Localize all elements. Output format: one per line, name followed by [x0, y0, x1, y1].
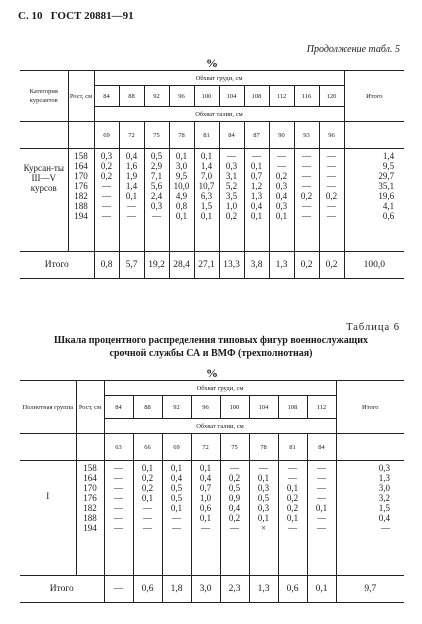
table-title: Шкала процентного распределения типовых фигур военнослужащих срочной службы СА и ВМФ (трехполнотная) — [54, 335, 368, 359]
chest-value: 116 — [294, 86, 319, 107]
cadet-group-label: Курсан-ты III—V курсов — [20, 149, 68, 252]
data-column: 0,1 0,4 0,7 1,0 0,6 0,1 — — [191, 461, 220, 576]
data-column: 0,1 0,4 0,5 0,5 0,1 — — — [162, 461, 191, 576]
chest-value: 100 — [194, 86, 219, 107]
waist-value: 81 — [194, 122, 219, 149]
column-total: 0,8 — [94, 252, 119, 279]
column-total: 1,8 — [162, 576, 191, 603]
data-column: 0,1 1,4 7,0 10,7 6,3 1,5 0,1 — [194, 149, 219, 252]
height-list: 158 164 170 176 182 188 194 — [68, 149, 94, 252]
data-column: — — 0,1 0,2 0,2 0,1 — — [278, 461, 307, 576]
chest-value: 108 — [278, 396, 307, 419]
standard-number: ГОСТ 20881—91 — [50, 10, 134, 22]
grand-total: 100,0 — [344, 252, 404, 279]
chest-value: 88 — [119, 86, 144, 107]
fullness-group-label: I — [20, 461, 76, 576]
waist-value: 87 — [244, 122, 269, 149]
row-totals: 0,3 1,3 3,0 3,2 1,5 0,4 — — [336, 461, 404, 576]
percent-sign: % — [206, 366, 218, 380]
column-total: 2,3 — [220, 576, 249, 603]
chest-header: Обхват груди, см — [104, 381, 336, 396]
chest-value: 96 — [169, 86, 194, 107]
waist-value: 69 — [162, 434, 191, 461]
data-column: — — — — 0,2 — — — [325, 151, 338, 221]
grand-total: 9,7 — [336, 576, 404, 603]
waist-header: Обхват талии, см — [104, 419, 336, 434]
chest-value: 112 — [269, 86, 294, 107]
continuation-note: Продолжение табл. 5 — [306, 44, 400, 55]
data-column: — 0,1 0,3 0,5 0,3 0,1 × — [249, 461, 278, 576]
waist-value: 78 — [169, 122, 194, 149]
total-label: Итого — [20, 252, 94, 279]
column-total: 13,3 — [219, 252, 244, 279]
data-column: — 0,2 0,5 0,9 0,4 0,2 — — [220, 461, 249, 576]
waist-value: 63 — [104, 434, 133, 461]
waist-value: 78 — [249, 434, 278, 461]
column-total: 5,7 — [119, 252, 144, 279]
column-total: — — [104, 576, 133, 603]
column-total: 0,6 — [133, 576, 162, 603]
height-list: 158 164 170 176 182 188 194 — [76, 461, 104, 576]
column-total: 0,2 — [325, 259, 338, 270]
table-number: Таблица 6 — [346, 322, 400, 333]
total-header: Итого — [336, 381, 404, 434]
column-total: 0,2 — [294, 252, 319, 279]
row-totals: 1,4 9,5 29,7 35,1 19,6 4,1 0,6 — [344, 149, 404, 252]
table-5-continuation — [20, 70, 404, 279]
data-column: — — 0,2 0,3 0,4 0,3 0,1 — [269, 149, 294, 252]
waist-value: 72 — [191, 434, 220, 461]
column-total: 27,1 — [194, 252, 219, 279]
page-number: С. 10 — [18, 10, 43, 22]
waist-value: 72 — [119, 122, 144, 149]
fullness-group-header: Полнотная группа — [20, 381, 76, 434]
column-total: 1,3 — [249, 576, 278, 603]
column-total: 19,2 — [144, 252, 169, 279]
waist-value: 69 — [94, 122, 119, 149]
data-column: 0,4 1,6 1,9 1,4 0,1 — — — [119, 149, 144, 252]
column-total: 28,4 — [169, 252, 194, 279]
total-header: Итого — [344, 71, 404, 122]
chest-header: Обхват груди, см — [94, 71, 344, 86]
chest-value: 108 — [244, 86, 269, 107]
waist-value: 90 — [269, 122, 294, 149]
total-label: Итого — [20, 576, 104, 603]
chest-value: 96 — [191, 396, 220, 419]
data-column: — — — — — — — — [104, 461, 133, 576]
waist-value: 81 — [278, 434, 307, 461]
waist-value: 84 — [307, 434, 336, 461]
height-header: Рост, см — [68, 71, 94, 122]
chest-value: 92 — [144, 86, 169, 107]
chest-value: 92 — [162, 396, 191, 419]
data-column: 0,1 3,0 9,5 10,0 4,9 0,8 0,1 — [169, 149, 194, 252]
data-column: — — — — 0,2 — — — [294, 149, 319, 252]
chest-value: 88 — [133, 396, 162, 419]
category-header: Категория курсантов — [20, 71, 68, 122]
column-total: 0,6 — [278, 576, 307, 603]
column-total: 0,1 — [315, 583, 328, 594]
data-column: 0,1 0,2 0,2 0,1 — — — — [133, 461, 162, 576]
chest-value: 84 — [104, 396, 133, 419]
data-column: — 0,1 0,7 1,2 1,3 0,4 0,1 — [244, 149, 269, 252]
column-total: 1,3 — [269, 252, 294, 279]
percent-sign: % — [206, 56, 218, 70]
column-total: 3,8 — [244, 252, 269, 279]
chest-value: 100 — [220, 396, 249, 419]
height-header: Рост, см — [76, 381, 104, 434]
data-column: 0,3 0,2 0,2 — — — — — [94, 149, 119, 252]
waist-value: 96 — [319, 122, 344, 149]
data-column: 0,5 2,9 7,1 5,6 2,4 0,3 — — [144, 149, 169, 252]
chest-value: 104 — [219, 86, 244, 107]
waist-value: 84 — [219, 122, 244, 149]
chest-value: 104 — [249, 396, 278, 419]
chest-value: 120 — [319, 86, 344, 107]
data-column: — — — — 0,1 — — — [315, 463, 328, 533]
waist-header: Обхват талии, см — [94, 107, 344, 122]
table-6 — [20, 380, 404, 603]
chest-value: 84 — [94, 86, 119, 107]
page-header — [18, 10, 134, 22]
chest-value: 112 — [307, 396, 336, 419]
data-column: — 0,3 3,1 5,2 3,5 1,0 0,2 — [219, 149, 244, 252]
waist-value: 66 — [133, 434, 162, 461]
waist-value: 75 — [220, 434, 249, 461]
waist-value: 75 — [144, 122, 169, 149]
waist-value: 93 — [294, 122, 319, 149]
column-total: 3,0 — [191, 576, 220, 603]
